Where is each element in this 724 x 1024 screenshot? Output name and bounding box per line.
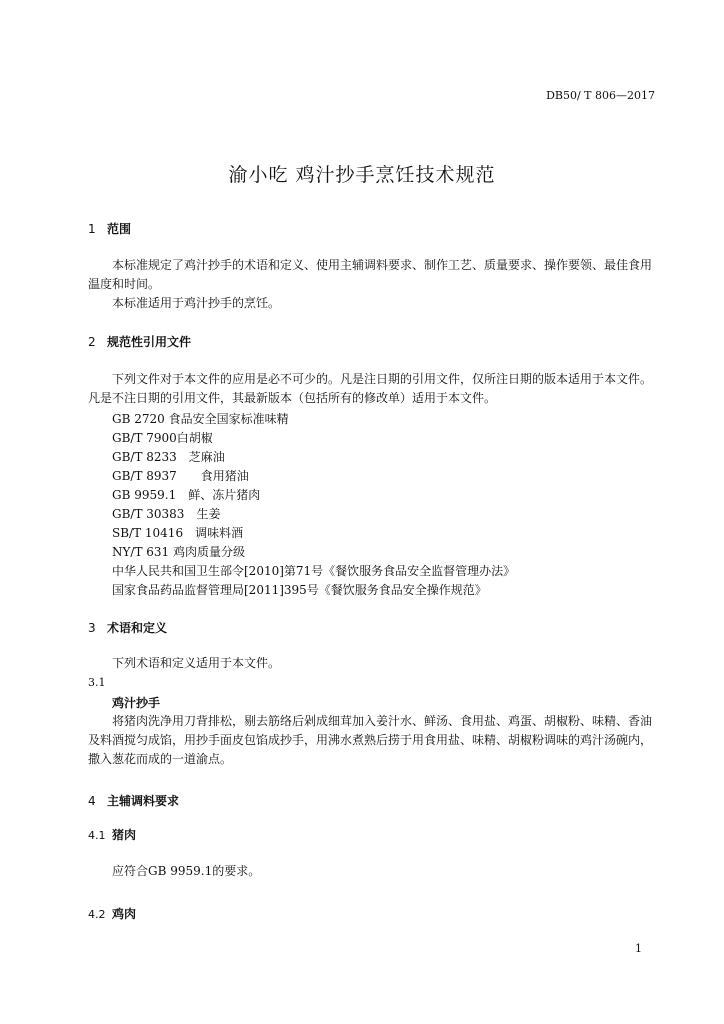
clause-4-1-text: 应符合GB 9959.1的要求。 xyxy=(112,864,261,878)
reference-item: GB/T 8233 芝麻油 xyxy=(112,450,225,464)
section-title: 术语和定义 xyxy=(107,621,168,635)
section-2-paragraph-1: 下列文件对于本文件的应用是必不可少的。凡是注日期的引用文件，仅所注日期的版本适用于本文件。凡是不注日期的引用文件，其最新版本（包括所有的修改单）适用于本文件。 xyxy=(88,372,653,405)
page-number: 1 xyxy=(635,942,642,955)
reference-item: GB 2720 食品安全国家标准味精 xyxy=(112,412,289,426)
clause-number: 4.2 xyxy=(88,908,106,921)
reference-item: GB/T 7900白胡椒 xyxy=(112,431,213,445)
reference-item: 国家食品药品监督管理局[2011]395号《餐饮服务食品安全操作规范》 xyxy=(112,583,487,597)
reference-item: GB/T 8937 食用猪油 xyxy=(112,469,249,483)
section-number: 2 xyxy=(88,335,96,349)
section-title: 范围 xyxy=(107,222,132,236)
clause-number: 3.1 xyxy=(88,676,106,689)
reference-item: GB 9959.1 鲜、冻片猪肉 xyxy=(112,488,261,502)
clause-4-1-heading xyxy=(88,826,136,843)
section-4-heading xyxy=(88,792,179,809)
reference-item: SB/T 10416 调味料酒 xyxy=(112,526,244,540)
section-3-heading xyxy=(88,619,167,636)
term-title: 鸡汁抄手 xyxy=(112,696,161,710)
reference-item: 中华人民共和国卫生部令[2010]第71号《餐饮服务食品安全监督管理办法》 xyxy=(112,564,516,578)
section-2-heading xyxy=(88,333,191,350)
clause-4-2-heading xyxy=(88,905,136,922)
section-number: 3 xyxy=(88,621,96,635)
section-1-paragraph-2: 本标准适用于鸡汁抄手的烹饪。 xyxy=(112,296,281,310)
section-number: 1 xyxy=(88,222,96,236)
section-number: 4 xyxy=(88,794,96,808)
section-3-paragraph-1: 下列术语和定义适用于本文件。 xyxy=(112,656,281,670)
reference-item: NY/T 631 鸡肉质量分级 xyxy=(112,545,246,559)
section-title: 主辅调料要求 xyxy=(107,794,180,808)
section-1-heading xyxy=(88,220,131,237)
document-title: 渝小吃 鸡汁抄手烹饪技术规范 xyxy=(228,164,496,186)
clause-title: 猪肉 xyxy=(112,828,137,842)
standard-code: DB50/ T 806—2017 xyxy=(546,89,655,102)
reference-item: GB/T 30383 生姜 xyxy=(112,507,221,521)
clause-title: 鸡肉 xyxy=(112,907,137,921)
section-title: 规范性引用文件 xyxy=(107,335,192,349)
term-heading xyxy=(112,694,160,711)
clause-number: 4.1 xyxy=(88,829,106,842)
section-1-paragraph-1: 本标准规定了鸡汁抄手的术语和定义、使用主辅调料要求、制作工艺、质量要求、操作要领、最佳食用温度和时间。 xyxy=(88,258,653,291)
term-definition: 将猪肉洗净用刀背排松，剔去筋络后剁成细茸加入姜汁水、鲜汤、食用盐、鸡蛋、胡椒粉、味精、香油及料酒搅匀成馅，用抄手面皮包馅成抄手，用沸水煮熟后捞于用食用盐、味精、胡椒粉调味的鸡汁汤碗内，撒入葱花而成的一道渝点。 xyxy=(88,714,653,766)
